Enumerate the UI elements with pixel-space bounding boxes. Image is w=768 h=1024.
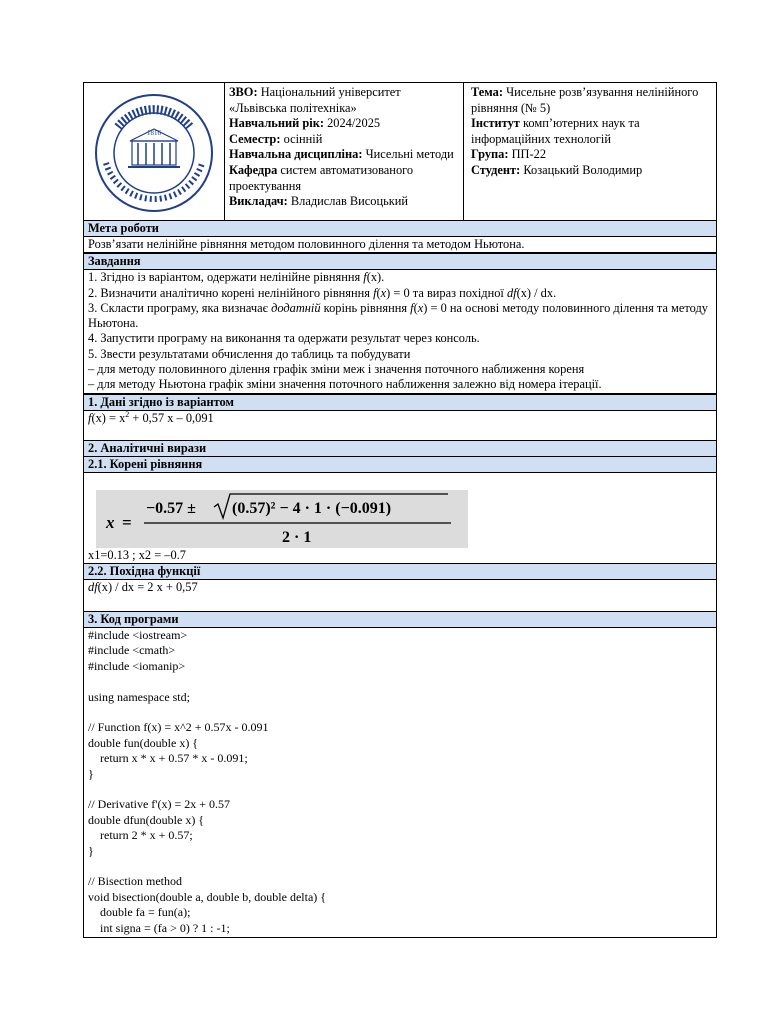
roots-formula-image xyxy=(96,490,468,548)
roots-title: 2.1. Корені рівняння xyxy=(84,457,716,473)
dept-value: систем автоматизованого проектування xyxy=(229,162,414,193)
variant-function: $f(x) = x^2 + 0,57$ x – 0,091 xyxy=(88,409,214,425)
teacher-value: Владислав Висоцький xyxy=(290,194,409,209)
header-table xyxy=(83,82,717,221)
code-line: double fa = fun(a); xyxy=(88,905,191,920)
code-line: } xyxy=(88,843,94,858)
code-section xyxy=(83,612,717,938)
svg-text:2 · 1: 2 · 1 xyxy=(282,528,312,546)
semester-value: осінній xyxy=(283,131,323,146)
code-line: return 2 * x + 0.57; xyxy=(88,828,193,843)
semester-label: Семестр: xyxy=(229,131,281,146)
code-line: // Bisection method xyxy=(88,874,182,889)
year-value: 2024/2025 xyxy=(327,116,381,131)
analytic-section xyxy=(83,441,717,612)
code-line: // Function f(x) = x^2 + 0.57x - 0.091 xyxy=(88,720,269,735)
task-list xyxy=(84,270,716,392)
group-value: ПП-22 xyxy=(511,147,547,162)
task-section xyxy=(83,253,717,393)
goal-text: Розв’язати нелінійне рівняння методом половинного ділення та методом Ньютона. xyxy=(88,237,525,251)
task-item-5a: – для методу половинного ділення графік зміни меж і значення поточного наближення кореня xyxy=(88,362,585,377)
task-title: Завдання xyxy=(84,253,716,270)
group-label: Група: xyxy=(471,147,509,162)
code-line xyxy=(88,674,712,689)
code-line: #include <iostream> xyxy=(88,627,188,642)
discipline-label: Навчальна дисципліна: xyxy=(229,147,363,162)
document-page xyxy=(83,82,717,938)
svg-text:−0.57 ±: −0.57 ± xyxy=(146,499,196,517)
svg-text:=: = xyxy=(122,512,132,532)
institute-value: комп’ютерних наук та інформаційних технологій xyxy=(471,116,640,146)
teacher-label: Викладач: xyxy=(229,194,288,209)
university-seal-icon xyxy=(84,83,224,220)
variant-data-section xyxy=(83,394,717,441)
code-block xyxy=(84,628,716,936)
logo-cell xyxy=(84,83,225,220)
svg-text:x: x xyxy=(106,512,115,532)
code-line: // Derivative f'(x) = 2x + 0.57 xyxy=(88,797,230,812)
student-label: Студент: xyxy=(471,162,521,177)
task-item-5b: – для методу Ньютона графік зміни значення поточного наближення залежно від номера ітерації. xyxy=(88,377,602,392)
dept-label: Кафедра xyxy=(229,162,278,177)
code-line: void bisection(double a, double b, double delta) { xyxy=(88,889,327,904)
analytic-title: 2. Аналітичні вирази xyxy=(84,441,716,457)
derivative-title: 2.2. Похідна функції xyxy=(84,563,716,580)
student-info-cell xyxy=(465,83,716,220)
goal-title: Мета роботи xyxy=(84,221,716,237)
svg-text:1816: 1816 xyxy=(147,129,161,137)
task-item-3: 3. Скласти програму, яка визначає додатній корінь рівняння f(x) = 0 на основі методу половинного ділення та методу Ньютона. xyxy=(88,300,708,331)
variant-data-title: 1. Дані згідно із варіантом xyxy=(84,394,716,411)
code-line: using namespace std; xyxy=(88,689,190,704)
code-line: int signa = (fa > 0) ? 1 : -1; xyxy=(88,920,230,935)
code-line: } xyxy=(88,766,94,781)
task-item-2: 2. Визначити аналітично корені нелінійного рівняння f(x) = 0 та вираз похідної df(x) / dx. xyxy=(88,285,557,300)
task-item-5: 5. Звести результатами обчислення до таблиць та побудувати xyxy=(88,346,411,361)
zvo-label: ЗВО: xyxy=(229,85,258,99)
task-item-1: 1. Згідно із варіантом, одержати нелінійне рівняння f(x). xyxy=(88,270,385,285)
code-line: return x * x + 0.57 * x - 0.091; xyxy=(88,751,248,766)
code-line: #include <iomanip> xyxy=(88,658,186,673)
zvo-value: Національний університет «Львівська політехніка» xyxy=(229,85,401,115)
institute-label: Інститут xyxy=(471,116,520,131)
student-value: Козацький Володимир xyxy=(523,162,643,177)
code-line: double fun(double x) { xyxy=(88,735,199,750)
goal-section xyxy=(83,221,717,253)
year-label: Навчальний рік: xyxy=(229,116,324,131)
roots-body xyxy=(84,490,716,563)
code-line xyxy=(88,705,712,720)
code-line xyxy=(88,782,712,797)
code-title: 3. Код програми xyxy=(84,612,716,628)
institution-info-cell xyxy=(225,83,464,220)
code-line: #include <cmath> xyxy=(88,643,176,658)
derivative-text: df(x) / dx = 2 x + 0,57 xyxy=(88,579,198,594)
topic-label: Тема: xyxy=(471,85,503,99)
discipline-value: Чисельні методи xyxy=(365,147,454,162)
svg-text:(0.57)² − 4 · 1 · (−0.091): (0.57)² − 4 · 1 · (−0.091) xyxy=(232,499,392,517)
code-line: double dfun(double x) { xyxy=(88,812,205,827)
roots-values: x1=0.13 ; x2 = –0.7 xyxy=(88,547,186,562)
task-item-4: 4. Запустити програму на виконання та одержати результат через консоль. xyxy=(88,331,480,346)
topic-value: Чисельне розв’язування нелінійного рівняння (№ 5) xyxy=(471,85,699,115)
code-line xyxy=(88,859,712,874)
